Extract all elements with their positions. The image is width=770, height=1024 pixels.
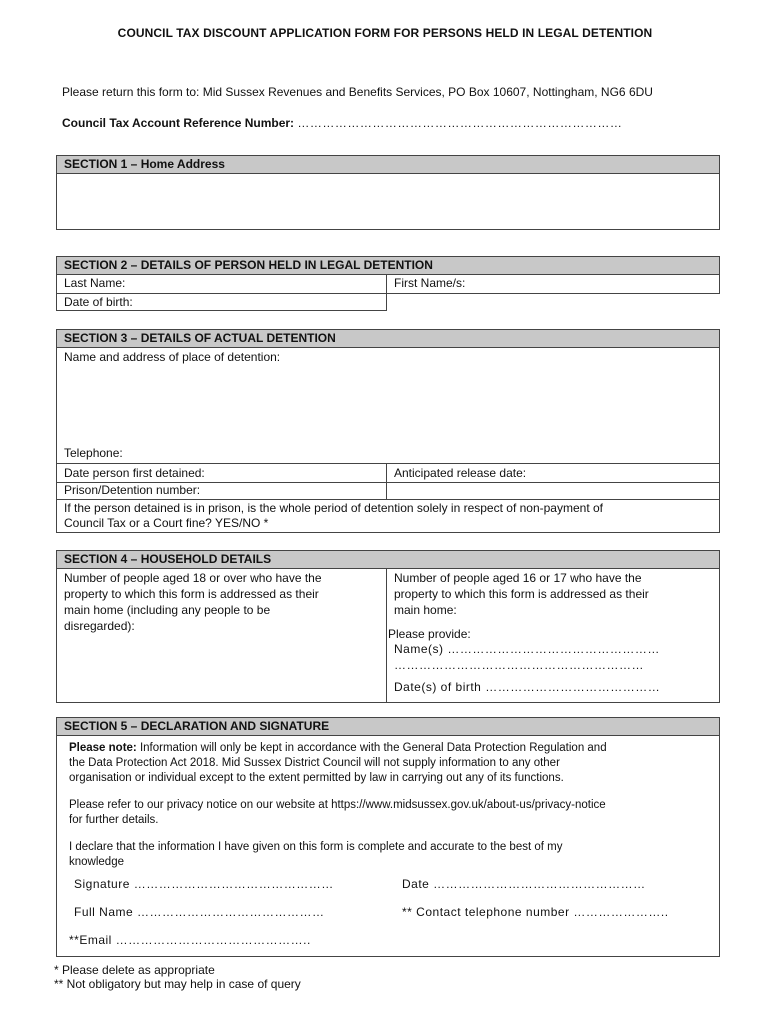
young-people-count-label: Number of people aged 16 or 17 who have the property to which this form is addressed as their main home: (394, 571, 649, 617)
section-4-heading: SECTION 4 – HOUSEHOLD DETAILS (57, 551, 719, 569)
form-title: COUNCIL TAX DISCOUNT APPLICATION FORM FOR PERSONS HELD IN LEGAL DETENTION (117, 26, 653, 40)
last-name-label: Last Name: (64, 276, 126, 290)
section-1-heading: SECTION 1 – Home Address (57, 156, 719, 174)
telephone-label: Telephone: (64, 446, 123, 460)
non-payment-question-line-1: If the person detained is in prison, is the whole period of detention solely in respect of non-payment of (64, 501, 603, 515)
section-5-heading: SECTION 5 – DECLARATION AND SIGNATURE (57, 718, 719, 736)
dob-field[interactable] (57, 294, 386, 311)
place-of-detention-label: Name and address of place of detention: (64, 350, 281, 364)
home-address-field[interactable] (57, 174, 719, 229)
names-field-continued[interactable]: …………………………………………………… (394, 658, 644, 672)
email-field[interactable]: **Email ……………………………………….. (69, 933, 311, 947)
footnote-delete: * Please delete as appropriate (54, 963, 215, 977)
account-reference-label: Council Tax Account Reference Number: (62, 116, 295, 130)
section-5-declaration (56, 717, 720, 957)
account-reference-row (62, 116, 622, 130)
release-date-label: Anticipated release date: (394, 466, 527, 480)
names-field[interactable]: Name(s) …………………………………………… (394, 642, 660, 656)
prison-number-label: Prison/Detention number: (64, 483, 201, 497)
account-reference-field[interactable]: …………………………………………………………………… (297, 116, 623, 130)
first-names-field[interactable] (387, 275, 719, 293)
first-names-label: First Name/s: (394, 276, 466, 290)
contact-telephone-field[interactable]: ** Contact telephone number ………………….. (402, 905, 669, 919)
adults-count-label: Number of people aged 18 or over who have the property to which this form is addressed as their main home (including any people to be disregarded): (64, 571, 322, 633)
return-address: Please return this form to: Mid Sussex Revenues and Benefits Services, PO Box 10607, Nottingham, NG6 6DU (62, 85, 653, 99)
section-1-home-address (56, 155, 720, 230)
full-name-field[interactable]: Full Name ……………………………………… (74, 905, 325, 919)
data-protection-note: Please note: Information will only be kept in accordance with the General Data Protection Regulation and the Data Protection Act 2018. Mid Sussex District Council will not supply information to any other organisation or individual except to the extent permitted by law in carrying out any of its functions. (69, 742, 607, 784)
footnote-optional: ** Not obligatory but may help in case of query (54, 977, 301, 991)
section-3-heading: SECTION 3 – DETAILS OF ACTUAL DETENTION (57, 330, 719, 348)
section-2-heading: SECTION 2 – DETAILS OF PERSON HELD IN LEGAL DETENTION (57, 257, 719, 275)
section-4-household-details (56, 550, 720, 703)
signature-field[interactable]: Signature ………………………………………… (74, 877, 334, 891)
please-provide-label: Please provide: (388, 627, 471, 641)
declaration-statement: I declare that the information I have given on this form is complete and accurate to the best of my knowledge (69, 841, 563, 868)
date-field[interactable]: Date …………………………………………… (402, 877, 646, 891)
place-of-detention-field[interactable] (57, 348, 719, 443)
last-name-field[interactable] (57, 275, 386, 293)
privacy-notice: Please refer to our privacy notice on our website at https://www.midsussex.gov.uk/about-us/privacy-notice for further details. (69, 799, 606, 826)
date-detained-label: Date person first detained: (64, 466, 205, 480)
non-payment-question-line-2: Council Tax or a Court fine? YES/NO * (64, 516, 269, 530)
section-3-detention-details (56, 329, 720, 533)
dob-label: Date of birth: (64, 295, 133, 309)
dates-of-birth-field[interactable]: Date(s) of birth …………………………………… (394, 680, 661, 694)
